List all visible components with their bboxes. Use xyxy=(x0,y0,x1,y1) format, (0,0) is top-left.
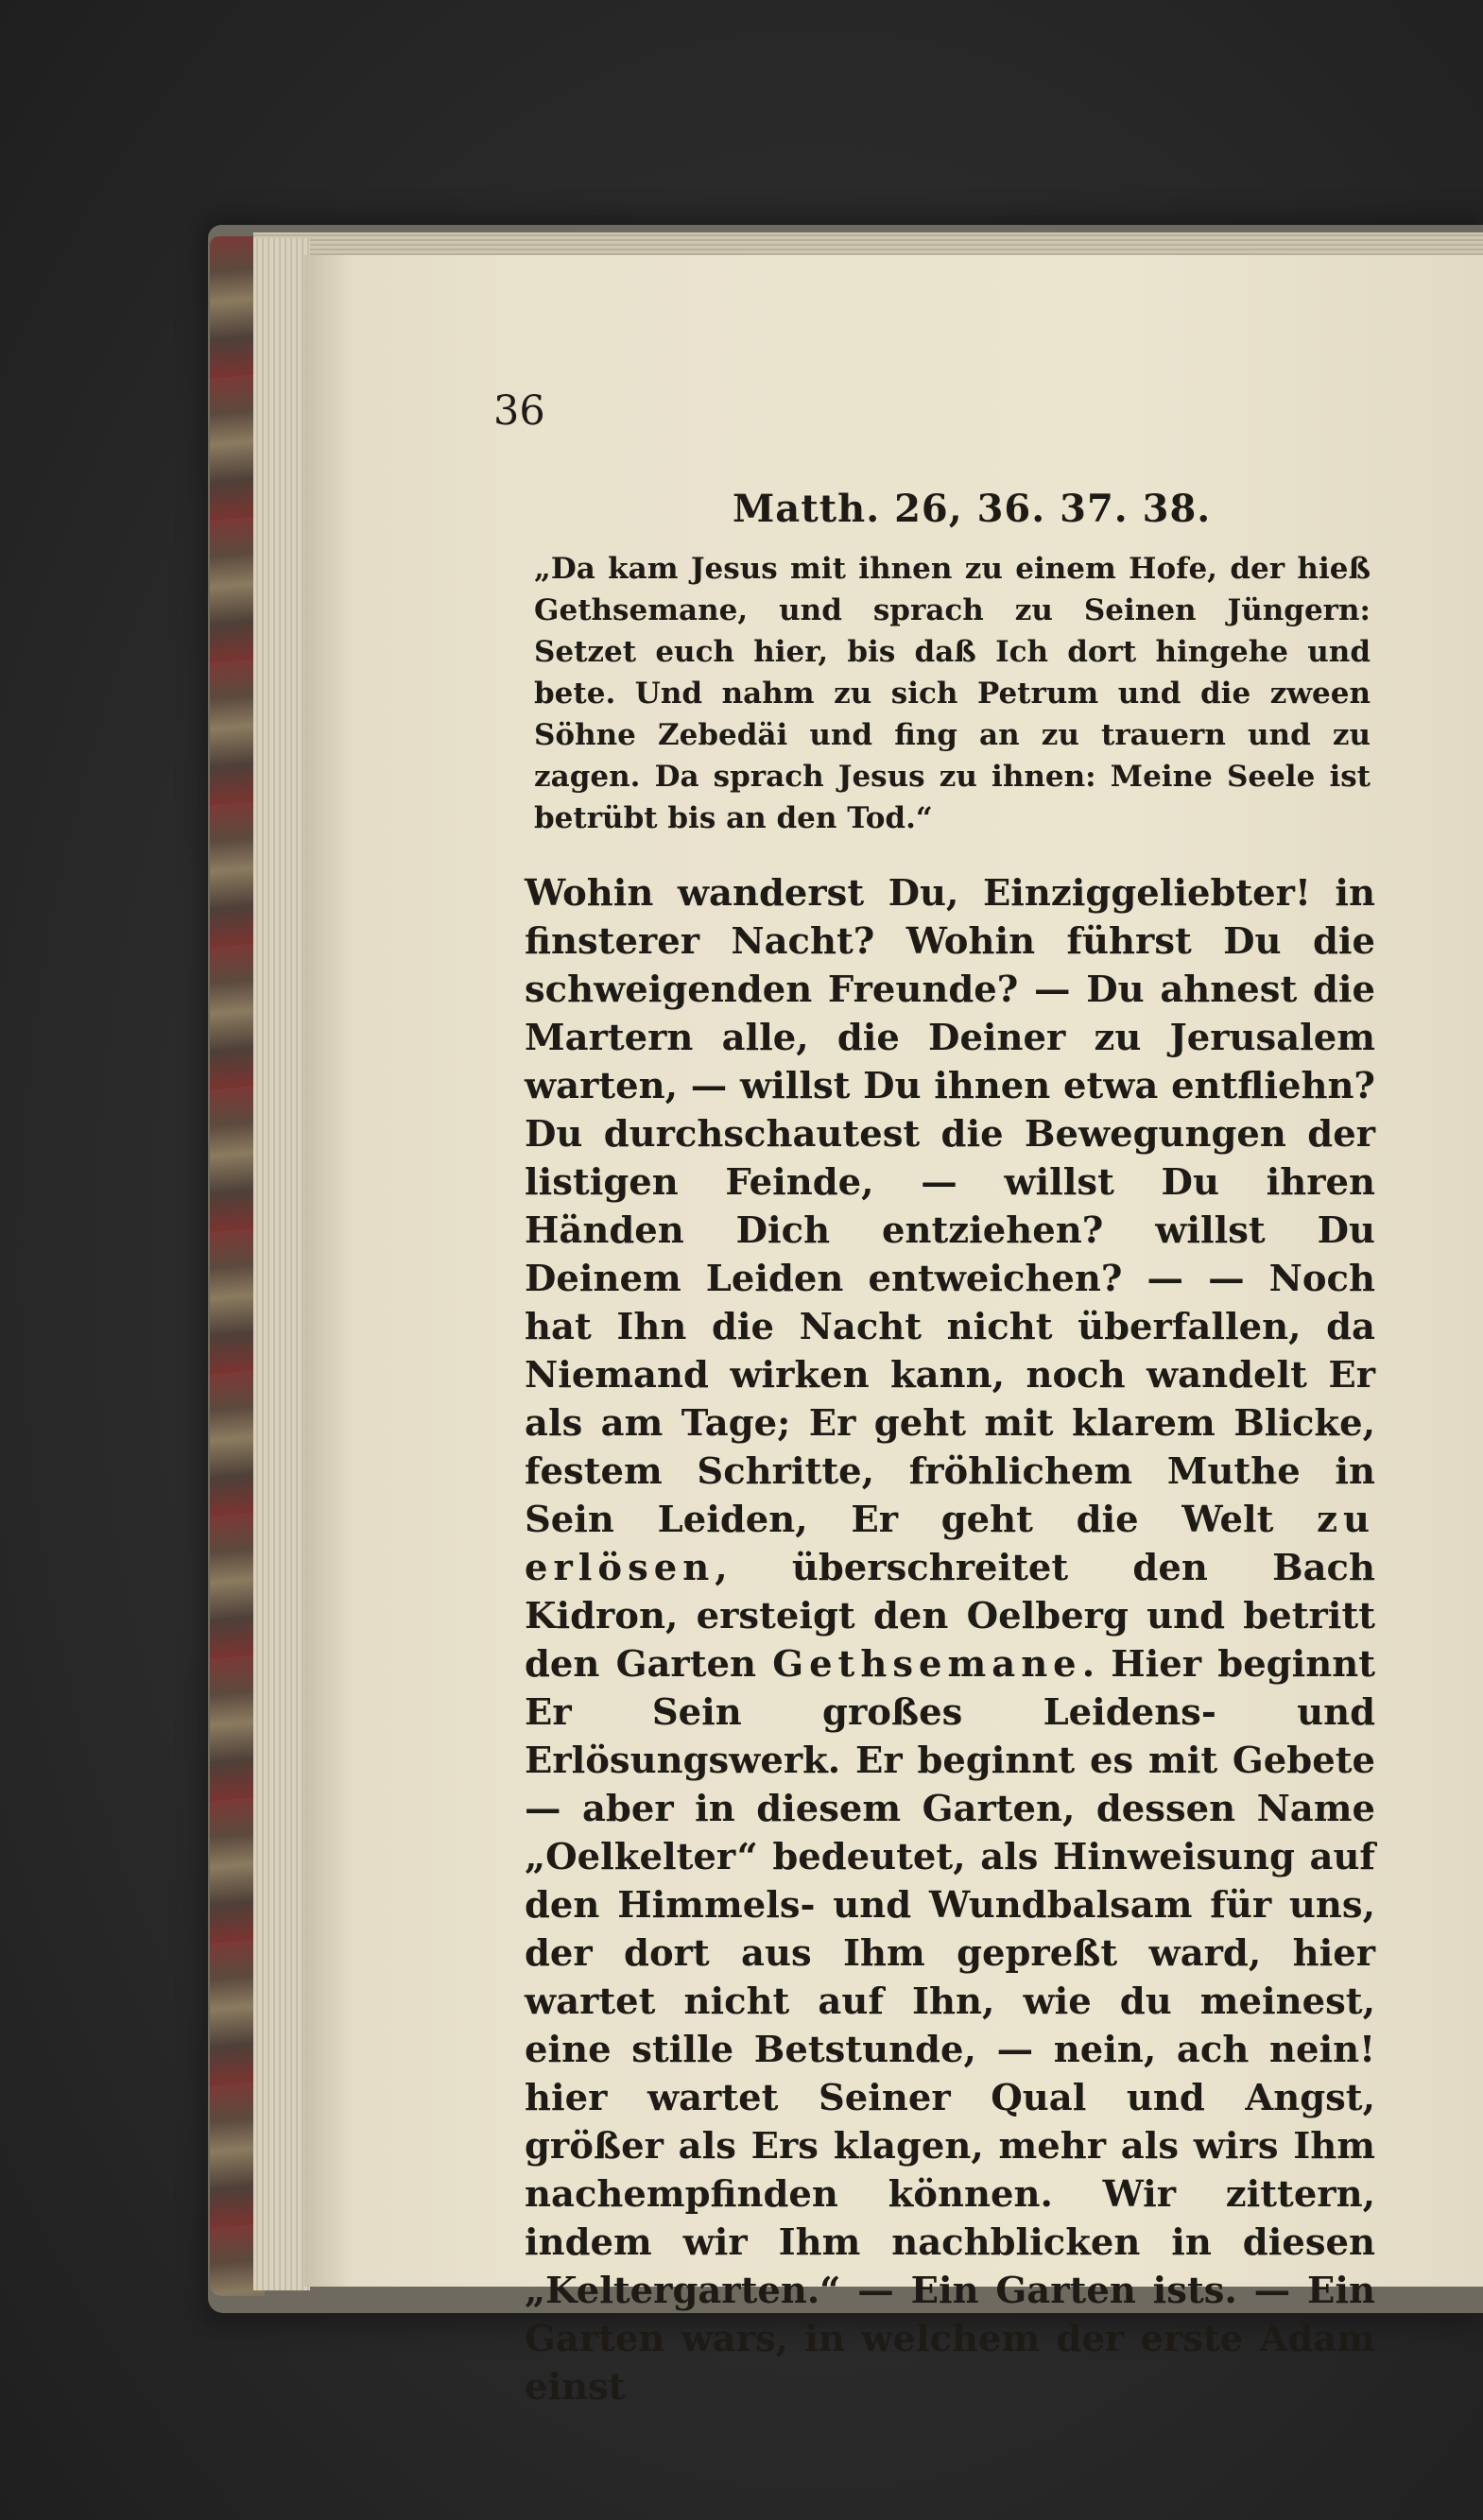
body-paragraph xyxy=(525,869,1375,2411)
page-side-edges xyxy=(253,238,310,2290)
emphasis-zu-erloesen: zu erlösen xyxy=(525,1499,1375,1589)
page-number: 36 xyxy=(493,387,545,435)
scripture-quote: „Da kam Jesus mit ihnen zu einem Hofe, der hieß Gethsemane, und sprach zu Seinen Jüngern: Setzet euch hier, bis daß Ich dort hingehe und bete. Und nahm zu sich Petrum und die zween Söhne Zebedäi und fing an zu trauern und zu zagen. Da sprach Jesus zu ihnen: Meine Seele ist betrübt bis an den Tod.“ xyxy=(534,552,1371,835)
verse-reference: Matth. 26, 36. 37. 38. xyxy=(733,487,1212,531)
body-text-part-1: Wohin wanderst Du, Einziggeliebter! in finsterer Nacht? Wohin führst Du die schweigenden Freunde? — Du ahnest die Martern alle, die Deiner zu Jerusalem warten, — willst Du ihnen etwa entfliehn? Du durchschautest die Bewegungen der listigen Feinde, — willst Du ihren Händen Dich entziehen? willst Du Deinem Leiden entweichen? — — Noch hat Ihn die Nacht nicht überfallen, da Niemand wirken kann, noch wandelt Er als am Tage; Er geht mit klarem Blicke, festem Schritte, fröhlichem Muthe in Sein Leiden, Er geht die Welt xyxy=(525,872,1375,1541)
emphasis-gethsemane: Gethsemane xyxy=(772,1643,1082,1686)
body-text-part-2: , überschreitet den Bach Kidron, ersteigt den Oelberg und betritt den Garten xyxy=(525,1547,1375,1686)
body-text-part-3: . Hier beginnt Er Sein großes Leidens- und Erlösungswerk. Er beginnt es mit Gebete — aber in diesem Garten, dessen Name „Oelkelter“ bedeutet, als Hinweisung auf den Himmels- und Wundbalsam für uns, der dort aus Ihm gepreßt ward, hier wartet nicht auf Ihn, wie du meinest, eine stille Betstunde, — nein, ach nein! hier wartet Seiner Qual und Angst, größer als Ers klagen, mehr als wirs Ihm nachempfinden können. Wir zittern, indem wir Ihm nachblicken in diesen „Keltergarten.“ — Ein Garten ists. — Ein Garten wars, in welchem der erste Adam einst xyxy=(525,1643,1375,2409)
